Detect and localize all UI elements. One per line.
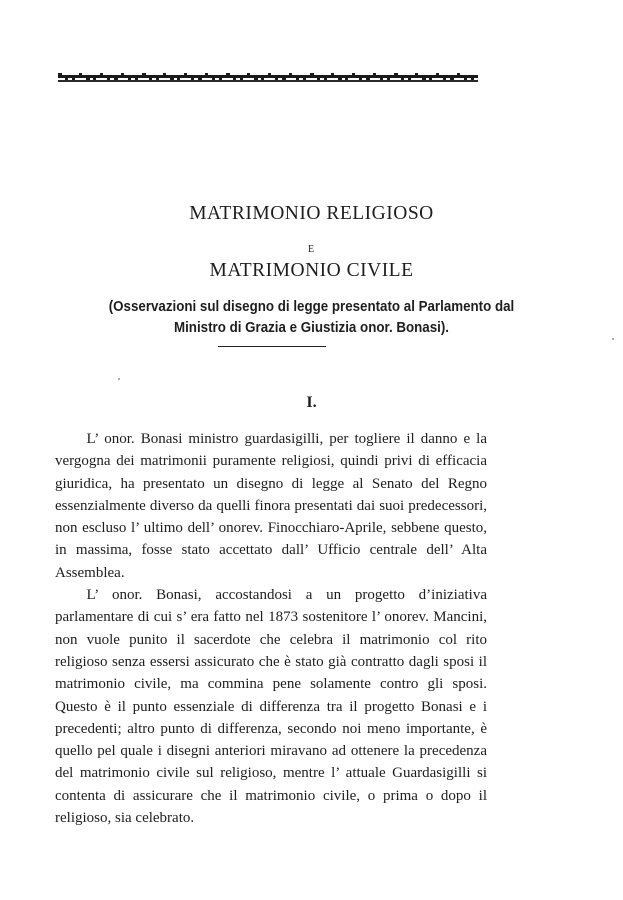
title-line-1: MATRIMONIO RELIGIOSO	[189, 203, 434, 224]
ornament-mark	[310, 73, 314, 75]
ornament-mark	[373, 73, 376, 75]
ornament-mark	[233, 78, 236, 80]
ornament-mark	[198, 78, 202, 80]
ornament-mark	[303, 78, 306, 80]
ornament-mark	[408, 78, 411, 80]
ornament-mark	[380, 78, 383, 80]
ornament-mark	[422, 78, 426, 80]
paper-speck	[118, 378, 120, 380]
ornament-mark	[324, 78, 327, 80]
ornament-mark	[163, 73, 166, 75]
ornament-mark	[352, 73, 355, 75]
ornament-mark	[338, 78, 342, 80]
subtitle-line-2: Ministro di Grazia e Giustizia onor. Bonasi).	[173, 320, 449, 336]
ornament-mark	[317, 78, 320, 80]
ornament-mark	[394, 73, 398, 75]
ornament-mark	[170, 78, 174, 80]
ornament-mark	[58, 73, 62, 75]
ornament-mark	[387, 78, 390, 80]
subtitle	[25, 297, 598, 339]
header-ornament	[58, 72, 478, 86]
ornament-mark	[121, 73, 124, 75]
ornament-mark	[107, 78, 110, 80]
paragraph-2: L’ onor. Bonasi, accostandosi a un progetto d’iniziativa parlamentare di cui s’ era fatto nel 1873 sostenitore l’ onorev. Mancini, non vuole punito il sacerdote che celebra il matrimonio col rito religioso senza essersi assicurato che è stato già contratto dagli sposi il matrimonio civile, ma commina pene solamente contro gli sposi. Questo è il punto essenziale di differenza tra il progetto Bonasi e i precedenti; altro punto di differenza, secondo noi meno importante, è quello pel quale i disegni anteriori miravano ad ottenere la precedenza del matrimonio civile sul religioso, mentre l’ attuale Guardasigilli si contenta di assicurare che il matrimonio civile, o prima o dopo il religioso, sia celebrato.	[55, 587, 487, 827]
ornament-mark	[268, 73, 271, 75]
ornament-mark	[177, 78, 180, 80]
ornament-mark	[275, 78, 278, 80]
ornament-mark	[443, 78, 446, 80]
ornament-mark	[191, 78, 194, 80]
ornament-mark	[457, 73, 460, 75]
ornament-mark	[401, 78, 404, 80]
ornament-mark	[464, 78, 467, 80]
title-divider	[218, 346, 326, 347]
title-line-2: MATRIMONIO CIVILE	[209, 260, 414, 281]
title-conjunction: E	[307, 244, 316, 255]
ornament-mark	[254, 78, 258, 80]
ornament-mark	[205, 73, 208, 75]
ornament-mark	[72, 78, 75, 80]
ornament-mark	[128, 78, 131, 80]
ornament-mark	[436, 73, 439, 75]
ornament-mark	[331, 73, 334, 75]
ornament-mark	[65, 78, 68, 80]
ornament-mark	[366, 78, 370, 80]
ornament-mark	[240, 78, 243, 80]
paper-speck	[612, 338, 614, 340]
ornament-mark	[345, 78, 348, 80]
ornament-mark	[359, 78, 362, 80]
ornament-mark	[296, 78, 299, 80]
ornament-mark	[247, 73, 250, 75]
ornament-mark	[149, 78, 152, 80]
ornament-mark	[135, 78, 138, 80]
ornament-mark	[282, 78, 286, 80]
ornament-mark	[100, 73, 103, 75]
ornament-mark	[114, 78, 118, 80]
ornament-mark	[142, 73, 146, 75]
body-text	[55, 428, 487, 829]
ornament-mark	[93, 78, 96, 80]
section-number: I.	[306, 394, 317, 411]
ornament-mark	[415, 73, 418, 75]
ornament-mark	[219, 78, 222, 80]
paragraph-1: L’ onor. Bonasi ministro guardasigilli, per togliere il danno e la vergogna dei matrimonii puramente religiosi, quindi privi di efficacia giuridica, ha presentato un disegno di legge al Senato del Regno essenzialmente diverso da quelli finora presentati dai suoi predecessori, non escluso l’ ultimo dell’ onorev. Finocchiaro-Aprile, sebbene questo, in massima, fosse stato accettato dall’ Ufficio centrale dell’ Alta Assemblea.	[55, 431, 487, 581]
ornament-mark	[86, 78, 90, 80]
ornament-mark	[261, 78, 264, 80]
ornament-mark	[289, 73, 292, 75]
ornament-mark	[226, 73, 230, 75]
ornament-mark	[79, 73, 82, 75]
ornament-mark	[471, 78, 474, 80]
ornament-mark	[450, 78, 454, 80]
subtitle-line-1: (Osservazioni sul disegno di legge presentato al Parlamento dal	[108, 299, 515, 315]
ornament-mark	[212, 78, 215, 80]
ornament-mark	[429, 78, 432, 80]
ornament-mark	[156, 78, 159, 80]
ornament-mark	[184, 73, 187, 75]
